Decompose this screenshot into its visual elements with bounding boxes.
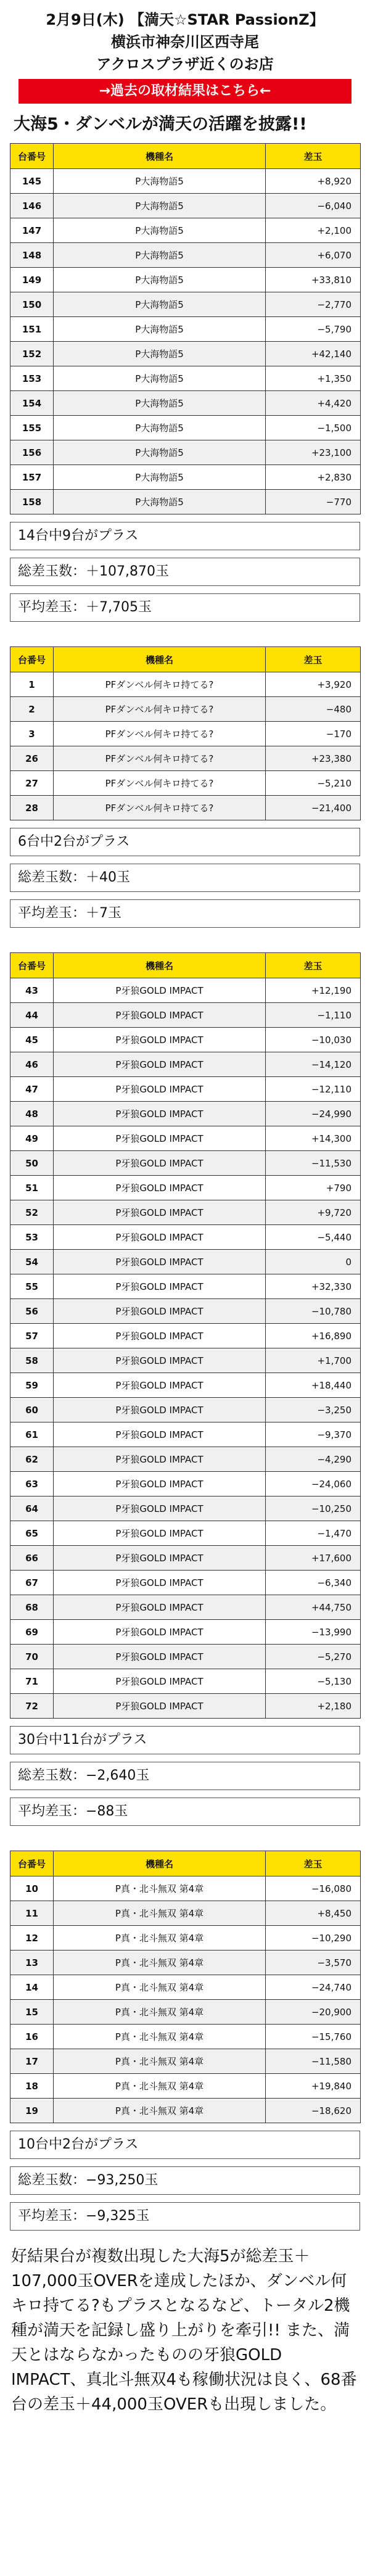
machine-name: P牙狼GOLD IMPACT — [54, 1373, 266, 1398]
machine-number: 19 — [10, 2099, 54, 2123]
ball-difference: −14,120 — [266, 1052, 361, 1077]
machine-name: PFダンベル何キロ持てる? — [54, 672, 266, 697]
results-table — [10, 952, 361, 1719]
machine-number: 66 — [10, 1546, 54, 1571]
header-date-store: 2月9日(木) 【満天☆STAR PassionZ】 — [46, 11, 324, 28]
machine-number: 28 — [10, 796, 54, 820]
machine-name: P大海物語5 — [54, 391, 266, 416]
machine-name: P大海物語5 — [54, 218, 266, 243]
table-row — [10, 1102, 361, 1126]
ball-difference: +32,330 — [266, 1274, 361, 1299]
ball-difference: −5,790 — [266, 317, 361, 342]
machine-number: 64 — [10, 1496, 54, 1521]
machine-name: P牙狼GOLD IMPACT — [54, 1299, 266, 1324]
machine-name: P牙狼GOLD IMPACT — [54, 1200, 266, 1225]
average-diff-box: 平均差玉：−9,325玉 — [10, 2202, 360, 2231]
machine-name: P大海物語5 — [54, 342, 266, 366]
table-row — [10, 697, 361, 722]
ball-difference: −24,060 — [266, 1472, 361, 1496]
table-row — [10, 1447, 361, 1472]
table-header-row — [10, 647, 361, 672]
ball-difference: −5,440 — [266, 1225, 361, 1250]
ball-difference: −5,210 — [266, 771, 361, 796]
machine-number: 49 — [10, 1126, 54, 1151]
ball-difference: −11,580 — [266, 2049, 361, 2074]
machine-name: P真・北斗無双 第4章 — [54, 1901, 266, 1926]
table-row — [10, 1595, 361, 1620]
ball-difference: +42,140 — [266, 342, 361, 366]
machine-number: 55 — [10, 1274, 54, 1299]
machine-number: 150 — [10, 292, 54, 317]
table-row — [10, 1645, 361, 1669]
machine-number: 153 — [10, 366, 54, 391]
machine-group — [10, 1826, 360, 2231]
machine-number: 59 — [10, 1373, 54, 1398]
machine-name: P真・北斗無双 第4章 — [54, 1975, 266, 2000]
column-header-machine: 機種名 — [54, 1851, 266, 1876]
ball-difference: −10,290 — [266, 1926, 361, 1951]
ball-difference: +9,720 — [266, 1200, 361, 1225]
machine-group — [10, 143, 360, 622]
machine-number: 45 — [10, 1028, 54, 1052]
machine-number: 151 — [10, 317, 54, 342]
ball-difference: −24,740 — [266, 1975, 361, 2000]
headline: 大海5・ダンベルが満天の活躍を披露!! — [14, 115, 307, 134]
column-header-diff: 差玉 — [266, 647, 361, 672]
plus-count-box: 6台中2台がプラス — [10, 828, 360, 856]
table-row — [10, 1052, 361, 1077]
machine-number: 58 — [10, 1348, 54, 1373]
machine-name: P真・北斗無双 第4章 — [54, 1951, 266, 1975]
machine-number: 61 — [10, 1422, 54, 1447]
ball-difference: +8,920 — [266, 169, 361, 194]
table-row — [10, 722, 361, 746]
table-row — [10, 1003, 361, 1028]
machine-name: P大海物語5 — [54, 169, 266, 194]
machine-name: P牙狼GOLD IMPACT — [54, 1398, 266, 1422]
ball-difference: −480 — [266, 697, 361, 722]
column-header-number: 台番号 — [10, 953, 54, 978]
ball-difference: −4,290 — [266, 1447, 361, 1472]
machine-number: 18 — [10, 2074, 54, 2099]
ball-difference: +1,350 — [266, 366, 361, 391]
machine-name: P真・北斗無双 第4章 — [54, 2049, 266, 2074]
results-table — [10, 1851, 361, 2123]
ball-difference: −10,030 — [266, 1028, 361, 1052]
ball-difference: +19,840 — [266, 2074, 361, 2099]
table-row — [10, 1348, 361, 1373]
summary-text: 好結果台が複数出現した大海5が総差玉＋107,000玉OVERを達成したほか、ダンベル何キロ持てる?もプラスとなるなど、トータル2機種が満天を記録し盛り上がりを牽引!! また、満天とはならなかったものの牙狼GOLD IMPACT、真北斗無双4も稼働状況は良く、68番台の差玉＋44,000玉OVERも出現しました。 — [11, 2247, 357, 2414]
machine-number: 44 — [10, 1003, 54, 1028]
ball-difference: −1,110 — [266, 1003, 361, 1028]
average-diff-box: 平均差玉：＋7,705玉 — [10, 593, 360, 622]
machine-name: P大海物語5 — [54, 268, 266, 292]
machine-number: 11 — [10, 1901, 54, 1926]
machine-name: P大海物語5 — [54, 292, 266, 317]
machine-number: 16 — [10, 2025, 54, 2049]
table-row — [10, 440, 361, 465]
table-header-row — [10, 1851, 361, 1876]
machine-name: P牙狼GOLD IMPACT — [54, 1521, 266, 1546]
results-groups — [0, 143, 370, 2231]
machine-name: P牙狼GOLD IMPACT — [54, 1472, 266, 1496]
past-results-link[interactable]: →過去の取材結果はこちら← — [18, 79, 352, 104]
ball-difference: −10,780 — [266, 1299, 361, 1324]
machine-name: P大海物語5 — [54, 490, 266, 514]
machine-number: 148 — [10, 243, 54, 268]
ball-difference: −9,370 — [266, 1422, 361, 1447]
machine-number: 69 — [10, 1620, 54, 1645]
ball-difference: +18,440 — [266, 1373, 361, 1398]
plus-count-box: 30台中11台がプラス — [10, 1726, 360, 1754]
machine-name: P牙狼GOLD IMPACT — [54, 1176, 266, 1200]
table-row — [10, 194, 361, 218]
machine-number: 27 — [10, 771, 54, 796]
ball-difference: −3,570 — [266, 1951, 361, 1975]
table-row — [10, 1422, 361, 1447]
machine-number: 72 — [10, 1694, 54, 1719]
ball-difference: −5,270 — [266, 1645, 361, 1669]
table-row — [10, 2099, 361, 2123]
ball-difference: −13,990 — [266, 1620, 361, 1645]
machine-number: 15 — [10, 2000, 54, 2025]
machine-name: P大海物語5 — [54, 416, 266, 440]
table-row — [10, 366, 361, 391]
machine-name: P牙狼GOLD IMPACT — [54, 1669, 266, 1694]
column-header-machine: 機種名 — [54, 647, 266, 672]
table-row — [10, 1373, 361, 1398]
machine-name: P真・北斗無双 第4章 — [54, 1926, 266, 1951]
ball-difference: +17,600 — [266, 1546, 361, 1571]
machine-number: 149 — [10, 268, 54, 292]
ball-difference: +6,070 — [266, 243, 361, 268]
machine-number: 57 — [10, 1324, 54, 1348]
ball-difference: +1,700 — [266, 1348, 361, 1373]
machine-number: 47 — [10, 1077, 54, 1102]
machine-name: P真・北斗無双 第4章 — [54, 2025, 266, 2049]
machine-number: 68 — [10, 1595, 54, 1620]
machine-name: PFダンベル何キロ持てる? — [54, 771, 266, 796]
column-header-number: 台番号 — [10, 1851, 54, 1876]
table-row — [10, 1901, 361, 1926]
machine-name: P牙狼GOLD IMPACT — [54, 1447, 266, 1472]
total-diff-box: 総差玉数：−2,640玉 — [10, 1762, 360, 1790]
machine-number: 54 — [10, 1250, 54, 1274]
ball-difference: −5,130 — [266, 1669, 361, 1694]
machine-name: P牙狼GOLD IMPACT — [54, 1694, 266, 1719]
machine-number: 26 — [10, 746, 54, 771]
machine-number: 156 — [10, 440, 54, 465]
ball-difference: +23,100 — [266, 440, 361, 465]
table-row — [10, 1620, 361, 1645]
machine-name: P牙狼GOLD IMPACT — [54, 1422, 266, 1447]
group-gap — [10, 1826, 360, 1851]
table-row — [10, 218, 361, 243]
machine-number: 52 — [10, 1200, 54, 1225]
table-row — [10, 1274, 361, 1299]
ball-difference: +4,420 — [266, 391, 361, 416]
table-row — [10, 1324, 361, 1348]
machine-number: 12 — [10, 1926, 54, 1951]
ball-difference: −20,900 — [266, 2000, 361, 2025]
column-header-machine: 機種名 — [54, 144, 266, 169]
machine-name: P牙狼GOLD IMPACT — [54, 1003, 266, 1028]
ball-difference: −11,530 — [266, 1151, 361, 1176]
ball-difference: −170 — [266, 722, 361, 746]
average-diff-box: 平均差玉：−88玉 — [10, 1798, 360, 1826]
machine-name: P大海物語5 — [54, 440, 266, 465]
ball-difference: −770 — [266, 490, 361, 514]
machine-name: P牙狼GOLD IMPACT — [54, 1348, 266, 1373]
ball-difference: +2,180 — [266, 1694, 361, 1719]
header — [0, 0, 370, 104]
machine-number: 158 — [10, 490, 54, 514]
table-row — [10, 243, 361, 268]
machine-number: 157 — [10, 465, 54, 490]
table-row — [10, 1250, 361, 1274]
column-header-number: 台番号 — [10, 647, 54, 672]
machine-number: 70 — [10, 1645, 54, 1669]
table-row — [10, 2049, 361, 2074]
machine-name: P牙狼GOLD IMPACT — [54, 1595, 266, 1620]
ball-difference: −6,040 — [266, 194, 361, 218]
table-header-row — [10, 953, 361, 978]
ball-difference: +2,830 — [266, 465, 361, 490]
ball-difference: −3,250 — [266, 1398, 361, 1422]
machine-name: PFダンベル何キロ持てる? — [54, 697, 266, 722]
ball-difference: +16,890 — [266, 1324, 361, 1348]
ball-difference: −6,340 — [266, 1571, 361, 1595]
machine-number: 17 — [10, 2049, 54, 2074]
table-row — [10, 1694, 361, 1719]
table-row — [10, 978, 361, 1003]
machine-number: 63 — [10, 1472, 54, 1496]
table-row — [10, 1521, 361, 1546]
ball-difference: +790 — [266, 1176, 361, 1200]
ball-difference: +14,300 — [266, 1126, 361, 1151]
table-row — [10, 1077, 361, 1102]
column-header-diff: 差玉 — [266, 144, 361, 169]
machine-number: 51 — [10, 1176, 54, 1200]
ball-difference: +2,100 — [266, 218, 361, 243]
machine-number: 147 — [10, 218, 54, 243]
table-row — [10, 2025, 361, 2049]
average-diff-box: 平均差玉：＋7玉 — [10, 899, 360, 928]
table-row — [10, 1876, 361, 1901]
machine-number: 56 — [10, 1299, 54, 1324]
machine-group — [10, 622, 360, 928]
table-row — [10, 2000, 361, 2025]
table-row — [10, 1496, 361, 1521]
table-row — [10, 1975, 361, 2000]
ball-difference: +3,920 — [266, 672, 361, 697]
table-row — [10, 268, 361, 292]
table-row — [10, 1951, 361, 1975]
machine-name: PFダンベル何キロ持てる? — [54, 746, 266, 771]
table-row — [10, 169, 361, 194]
machine-name: P牙狼GOLD IMPACT — [54, 1077, 266, 1102]
machine-name: P牙狼GOLD IMPACT — [54, 1645, 266, 1669]
table-row — [10, 2074, 361, 2099]
machine-number: 146 — [10, 194, 54, 218]
machine-number: 3 — [10, 722, 54, 746]
machine-name: P大海物語5 — [54, 366, 266, 391]
table-row — [10, 1669, 361, 1694]
machine-name: P真・北斗無双 第4章 — [54, 2000, 266, 2025]
total-diff-box: 総差玉数：＋107,870玉 — [10, 558, 360, 586]
machine-name: P牙狼GOLD IMPACT — [54, 1151, 266, 1176]
table-row — [10, 1151, 361, 1176]
machine-name: P牙狼GOLD IMPACT — [54, 1324, 266, 1348]
machine-name: P牙狼GOLD IMPACT — [54, 1620, 266, 1645]
machine-name: P牙狼GOLD IMPACT — [54, 1546, 266, 1571]
machine-number: 62 — [10, 1447, 54, 1472]
table-row — [10, 1225, 361, 1250]
machine-name: P真・北斗無双 第4章 — [54, 2099, 266, 2123]
machine-name: P真・北斗無双 第4章 — [54, 2074, 266, 2099]
column-header-machine: 機種名 — [54, 953, 266, 978]
machine-number: 46 — [10, 1052, 54, 1077]
table-row — [10, 1546, 361, 1571]
ball-difference: −1,470 — [266, 1521, 361, 1546]
table-row — [10, 1398, 361, 1422]
ball-difference: −16,080 — [266, 1876, 361, 1901]
column-header-number: 台番号 — [10, 144, 54, 169]
table-row — [10, 490, 361, 514]
machine-number: 155 — [10, 416, 54, 440]
table-row — [10, 672, 361, 697]
ball-difference: −15,760 — [266, 2025, 361, 2049]
machine-name: P牙狼GOLD IMPACT — [54, 1102, 266, 1126]
machine-name: PFダンベル何キロ持てる? — [54, 796, 266, 820]
machine-number: 53 — [10, 1225, 54, 1250]
machine-name: P大海物語5 — [54, 194, 266, 218]
machine-name: P牙狼GOLD IMPACT — [54, 1274, 266, 1299]
machine-name: P大海物語5 — [54, 317, 266, 342]
ball-difference: +33,810 — [266, 268, 361, 292]
machine-number: 1 — [10, 672, 54, 697]
machine-name: P牙狼GOLD IMPACT — [54, 1028, 266, 1052]
machine-name: P牙狼GOLD IMPACT — [54, 1496, 266, 1521]
machine-name: P大海物語5 — [54, 243, 266, 268]
machine-name: P牙狼GOLD IMPACT — [54, 1571, 266, 1595]
total-diff-box: 総差玉数：＋40玉 — [10, 864, 360, 892]
machine-number: 154 — [10, 391, 54, 416]
table-row — [10, 1028, 361, 1052]
machine-number: 65 — [10, 1521, 54, 1546]
machine-number: 152 — [10, 342, 54, 366]
table-row — [10, 1472, 361, 1496]
machine-number: 71 — [10, 1669, 54, 1694]
ball-difference: −10,250 — [266, 1496, 361, 1521]
table-row — [10, 317, 361, 342]
machine-number: 145 — [10, 169, 54, 194]
table-row — [10, 1200, 361, 1225]
table-row — [10, 416, 361, 440]
machine-name: PFダンベル何キロ持てる? — [54, 722, 266, 746]
machine-group — [10, 928, 360, 1826]
machine-number: 43 — [10, 978, 54, 1003]
table-row — [10, 342, 361, 366]
machine-name: P真・北斗無双 第4章 — [54, 1876, 266, 1901]
ball-difference: +23,380 — [266, 746, 361, 771]
machine-name: P牙狼GOLD IMPACT — [54, 1126, 266, 1151]
ball-difference: −1,500 — [266, 416, 361, 440]
table-row — [10, 771, 361, 796]
machine-name: P大海物語5 — [54, 465, 266, 490]
ball-difference: +44,750 — [266, 1595, 361, 1620]
ball-difference: +8,450 — [266, 1901, 361, 1926]
table-row — [10, 1176, 361, 1200]
header-location: 横浜市神奈川区西寺尾 — [111, 33, 259, 51]
table-row — [10, 796, 361, 820]
group-gap — [10, 928, 360, 952]
ball-difference: 0 — [266, 1250, 361, 1274]
plus-count-box: 10台中2台がプラス — [10, 2131, 360, 2159]
ball-difference: −21,400 — [266, 796, 361, 820]
results-table — [10, 143, 361, 514]
machine-number: 67 — [10, 1571, 54, 1595]
machine-number: 60 — [10, 1398, 54, 1422]
table-row — [10, 465, 361, 490]
machine-number: 13 — [10, 1951, 54, 1975]
table-row — [10, 391, 361, 416]
machine-name: P牙狼GOLD IMPACT — [54, 978, 266, 1003]
ball-difference: −12,110 — [266, 1077, 361, 1102]
table-row — [10, 292, 361, 317]
machine-number: 10 — [10, 1876, 54, 1901]
machine-number: 2 — [10, 697, 54, 722]
plus-count-box: 14台中9台がプラス — [10, 522, 360, 550]
results-table — [10, 646, 361, 820]
ball-difference: −24,990 — [266, 1102, 361, 1126]
table-row — [10, 1126, 361, 1151]
machine-number: 48 — [10, 1102, 54, 1126]
column-header-diff: 差玉 — [266, 1851, 361, 1876]
machine-number: 14 — [10, 1975, 54, 2000]
header-landmark: アクロスプラザ近くのお店 — [96, 56, 274, 73]
table-header-row — [10, 144, 361, 169]
machine-name: P牙狼GOLD IMPACT — [54, 1225, 266, 1250]
machine-name: P牙狼GOLD IMPACT — [54, 1052, 266, 1077]
table-row — [10, 1571, 361, 1595]
total-diff-box: 総差玉数：−93,250玉 — [10, 2166, 360, 2195]
table-row — [10, 746, 361, 771]
ball-difference: −18,620 — [266, 2099, 361, 2123]
ball-difference: +12,190 — [266, 978, 361, 1003]
ball-difference: −2,770 — [266, 292, 361, 317]
table-row — [10, 1926, 361, 1951]
group-gap — [10, 622, 360, 646]
machine-number: 50 — [10, 1151, 54, 1176]
table-row — [10, 1299, 361, 1324]
column-header-diff: 差玉 — [266, 953, 361, 978]
machine-name: P牙狼GOLD IMPACT — [54, 1250, 266, 1274]
